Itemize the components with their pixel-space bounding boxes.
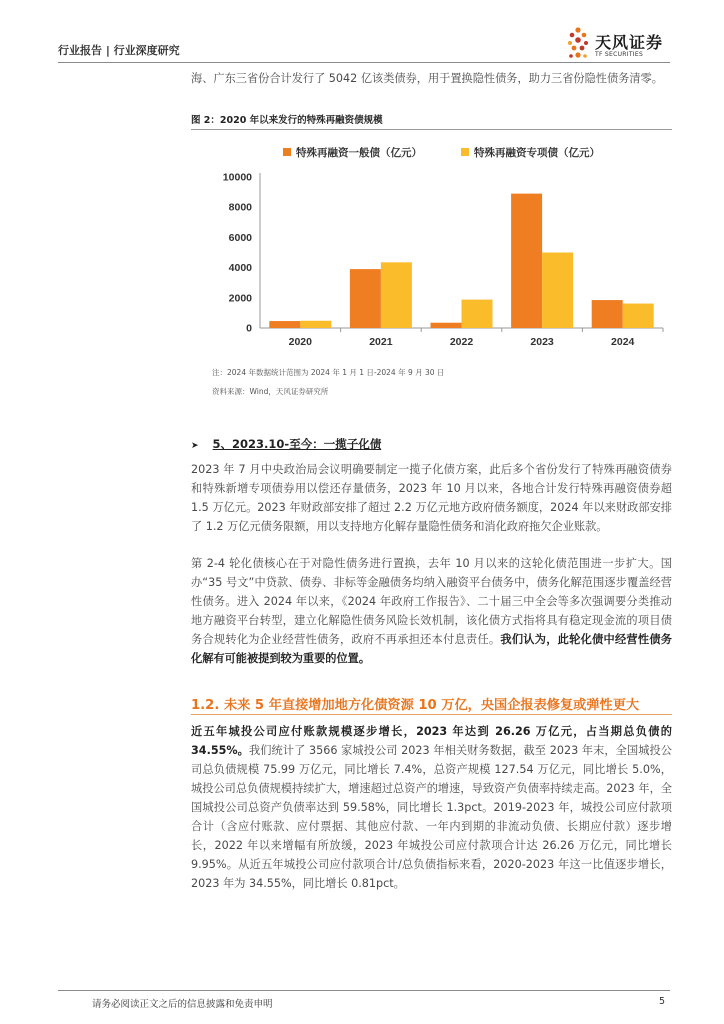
footer-disclaimer: 请务必阅读正文之后的信息披露和免责申明	[92, 999, 273, 1010]
company-logo	[565, 26, 673, 64]
subsection-divider	[191, 714, 672, 715]
y-tick-label: 2000	[228, 292, 252, 305]
section-heading	[191, 436, 381, 452]
legend-label: 特殊再融资一般债（亿元）	[296, 147, 422, 159]
legend-label: 特殊再融资专项债（亿元）	[474, 147, 600, 159]
figure-divider	[191, 129, 672, 130]
bar-chart	[191, 135, 672, 363]
bar-general-2020	[269, 321, 300, 328]
logo-subtext: TF SECURITIES	[595, 51, 644, 58]
figure-title: 图 2：2020 年以来发行的特殊再融资债规模	[191, 115, 383, 126]
arrow-bullet-icon: ➤	[191, 441, 199, 451]
subsection-heading: 1.2. 未来 5 年直接增加地方化债资源 10 万亿，央国企报表修复或弹性更大	[191, 698, 640, 713]
legend-swatch	[461, 148, 469, 156]
bar-general-2022	[431, 323, 462, 328]
footer-divider	[58, 990, 670, 991]
bar-general-2023	[511, 194, 542, 328]
y-tick-label: 10000	[222, 171, 252, 184]
paragraph-conclusion: 我们认为，此轮化债中经营性债务化解有可能被提到较为重要的位置。	[191, 633, 672, 665]
y-tick-label: 6000	[228, 231, 252, 244]
intro-paragraph: 海、广东三省份合计发行了 5042 亿该类债券，用于置换隐性债务，助力三省份隐性债务清零。	[191, 72, 663, 85]
x-tick-label: 2022	[449, 336, 474, 348]
bar-special-2021	[381, 262, 412, 328]
y-tick-label: 8000	[228, 201, 252, 214]
chart-svg	[191, 135, 672, 363]
paragraph-lead: 近五年城投公司应付账款规模逐步增长，2023 年达到 26.26 万亿元，占当期总负债的 34.55%。	[191, 725, 672, 757]
y-tick-label: 0	[246, 322, 252, 335]
paragraph-debt-conversion	[191, 554, 672, 668]
paragraph-text: 第 2-4 轮化债核心在于对隐性债务进行置换，去年 10 月以来的这轮化债范围进一步扩大。国办“35 号文”中贷款、债券、非标等金融债务均纳入融资平台债务中，债务化解范围逐步覆盖经营性债务。进入 2024 年以来，《2024 年政府工作报告》、二十届三中全会等多次强调要分类推动地方融资平台转型，建立化解隐性债务风险长效机制，该化债方式指将具有稳定现金流的项目债务合规转化为企业经营性债务，政府不再承担还本付息责任。	[191, 557, 672, 646]
paragraph-policy: 2023 年 7 月中央政治局会议明确要制定一揽子化债方案，此后多个省份发行了特殊再融资债券和特殊新增专项债券用以偿还存量债务，2023 年 10 月以来，各地合计发行特殊再融资债券超 1.5 万亿元。2023 年财政部安排了超过 2.2 万亿元地方政府债务额度，2024 年以来财政部安排了 1.2 万亿元债务限额，用以支持地方化解存量隐性债务和消化政府拖欠企业账款。	[191, 463, 672, 533]
logo-name: 天风证券	[595, 33, 664, 52]
bar-special-2024	[623, 304, 654, 328]
x-tick-label: 2021	[369, 336, 393, 348]
header-divider	[58, 62, 670, 63]
x-tick-label: 2024	[611, 336, 635, 348]
bar-special-2020	[300, 321, 331, 328]
page-number: 5	[659, 996, 666, 1007]
logo-mark-icon	[565, 26, 593, 64]
figure-note: 注：2024 年数据统计范围为 2024 年 1 月 1 日-2024 年 9 月 30 日	[212, 368, 445, 377]
y-tick-label: 4000	[228, 262, 252, 275]
bar-general-2021	[350, 269, 381, 328]
paragraph-text: 我们统计了 3566 家城投公司 2023 年相关财务数据，截至 2023 年末，全国城投公司总负债规模 75.99 万亿元，同比增长 7.4%，总资产规模 127.54 万亿元，同比增长 5.0%，城投公司总负债规模持续扩大，增速超过总资产的增速，导致资产负债率持续走高。2023 年，全国城投公司总资产负债率达到 59.58%，同比增长 1.3pct。2019-2023 年，城投公司应付款项合计（含应付账款、应付票据、其他应付款、一年内到期的非流动负债、长期应付款）逐步增长，2022 年以来增幅有所放缓，2023 年城投公司应付款项合计达 26.26 万亿元，同比增长 9.95%。从近五年城投公司应付款项合计/总负债指标来看，2020-2023 年这一比值逐步增长，2023 年为 34.55%，同比增长 0.81pct。	[191, 744, 672, 890]
bar-special-2023	[542, 253, 573, 329]
x-tick-label: 2020	[288, 336, 312, 348]
section-title: 5、2023.10-至今：一揽子化债	[212, 437, 382, 451]
paragraph-payables	[191, 722, 672, 893]
report-category: 行业报告 | 行业深度研究	[58, 44, 180, 57]
bar-general-2024	[592, 300, 623, 328]
legend-swatch	[283, 148, 291, 156]
x-tick-label: 2023	[530, 336, 554, 348]
bar-special-2022	[462, 300, 493, 328]
figure-source: 资料来源：Wind，天风证券研究所	[212, 387, 329, 396]
